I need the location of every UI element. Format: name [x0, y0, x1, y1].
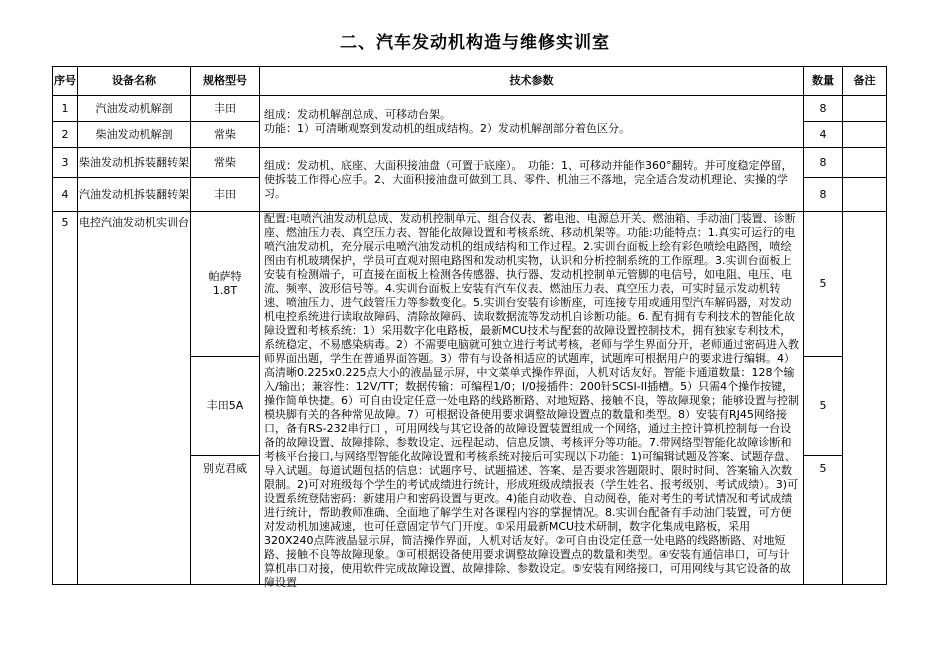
- header-tech: 技术参数: [260, 67, 804, 96]
- row-seq: 5: [53, 212, 78, 585]
- row-tech: [260, 212, 804, 589]
- model-buick: 别克君威: [203, 462, 247, 475]
- header-note: 备注: [843, 67, 887, 96]
- header-seq: 序号: [53, 67, 78, 96]
- equipment-table: [52, 66, 887, 589]
- row-model: 常柴: [191, 122, 260, 148]
- row-qty: 8: [804, 178, 843, 212]
- row-model: 丰田: [191, 96, 260, 122]
- row-seq: 4: [53, 178, 78, 212]
- model-passat: 帕萨特 1.8T: [191, 212, 259, 357]
- row-name: 汽油发动机解剖: [78, 96, 191, 122]
- table-header-row: [53, 67, 887, 96]
- row-model: 丰田: [191, 178, 260, 212]
- row-seq: 1: [53, 96, 78, 122]
- row-note: [843, 178, 887, 212]
- row-qty: 8: [804, 148, 843, 178]
- row-seq: 3: [53, 148, 78, 178]
- row-note: [843, 122, 887, 148]
- qty-buick: 5: [819, 462, 827, 475]
- table-row: [53, 148, 887, 178]
- row-tech: 组成：发动机解剖总成、可移动台架。 功能：1）可清晰观察到发动机的组成结构。2）发动机解剖部分着色区分。: [260, 96, 804, 148]
- row-note: [843, 148, 887, 178]
- table-row: [53, 212, 887, 585]
- row-name: 电控汽油发动机实训台: [78, 212, 191, 585]
- header-qty: 数量: [804, 67, 843, 96]
- row-qty: 4: [804, 122, 843, 148]
- header-model: 规格型号: [191, 67, 260, 96]
- row-tech: 组成：发动机、底座、大面积接油盘（可置于底座）。 功能：1、可移动并能作360°翻转。并可度稳定停留，使拆装工作得心应手。2、大面积接油盘可做到工具、零件、机油三不落地，完全适合发动机理论、实操的学习。: [260, 148, 804, 212]
- page-title: 二、汽车发动机构造与维修实训室: [340, 33, 610, 53]
- row-name: 柴油发动机解剖: [78, 122, 191, 148]
- row-qty-group: [804, 212, 843, 585]
- row-note: [843, 96, 887, 122]
- row-seq: 2: [53, 122, 78, 148]
- row-name: 汽油发动机拆装翻转架: [78, 178, 191, 212]
- qty-toyota-5a: 5: [804, 357, 842, 456]
- table-row: [53, 96, 887, 122]
- row-name: 柴油发动机拆装翻转架: [78, 148, 191, 178]
- row-qty: 8: [804, 96, 843, 122]
- row-model-group: [191, 212, 260, 585]
- qty-passat: 5: [804, 212, 842, 357]
- header-name: 设备名称: [78, 67, 191, 96]
- row-tech-text: 配置:电喷汽油发动机总成、发动机控制单元、组合仪表、蓄电池、电源总开关、燃油箱、手动油门装置、诊断座、燃油压力表、真空压力表、智能化故障设置和考核系统、移动机架等。功能:功能特点：1.真实可运行的电喷汽油发动机，充分展示电喷汽油发动机的组成结构和工作过程。2.实训台面板上绘有彩色喷绘电路图，喷绘图由有机玻璃保护，学员可直观对照电路图和发动机实物，认识和分析控制系统的工作原理。3.实训台面板上安装有检测端子，可直接在面板上检测各传感器、执行器、发动机控制单元管脚的电信号，如电阻、电压、电流、频率、波形信号等。4.实训台面板上安装有汽车仪表、燃油压力表、真空压力表，可实时显示发动机转速、喷油压力、进气歧管压力等参数变化。5.实训台安装有诊断座，可连接专用或通用型汽车解码器，对发动机电控系统进行读取故障码、清除故障码、读取数据流等发动机自诊断功能。6. 配有拥有专利技术的智能化故障设置和考核系统：1）采用数字化电路板，最新MCU技术与配套的故障设置控制技术，拥有独家专利技术，系统稳定、不易感染病毒。2）不需要电脑就可独立进行考试考核，老师与学生界面分开，老师通过密码进入教师界面出题，学生在普通界面答题。3）带有与设备相适应的试题库，试题库可根据用户的要求进行编辑。4）高清晰0.225x0.225点大小的液晶显示屏，中文菜单式操作界面，人机对话友好。智能卡通道数量：128个输入/输出；兼容性：12V/TT；数据传输：可编程1/0；I/0接插件：200针SCSI-II插槽。5）只需4个操作按键，操作简单快捷。6）可自由设定任意一处电路的线路断路、对地短路、接触不良，等故障现象；能够设置与控制模块脚有关的各种常见故障。7）可根据设备使用要求调整故障设置点的数量和类型。8）安装有RJ45网络接口，备有RS-232串行口 ，可用网线与其它设备的故障设置装置组成一个网络，通过主控计算机控制每一台设备的故障设置、故障排除、参数设定、远程起动、信息反馈、考核评分等功能。7.带网络型智能化故障诊断和考核平台接口,与网络型智能化故障设置和考核系统对接后可实现以下功能：1)可编辑试题及答案、试题存盘、导入试题。每道试题包括的信息：试题序号、试题描述、答案、是否要求答题限时、限时时间、答案输入次数限制。2)可对班级每个学生的考试成绩进行统计，形成班级成绩报表（学生姓名、报考级别、考试成绩）。3)可设置系统登陆密码：新建用户和密码设置与更改。4)能自动收卷、自动阅卷，能对考生的考试情况和考试成绩进行统计，帮助教师准确、全面地了解学生对各课程内容的掌握情况。8.实训台配备有手动油门装置，可方便对发动机加速减速，也可任意固定节气门开度。①采用最新MCU技术研制，数字化集成电路板，采用320X240点阵液晶显示屏，简洁操作界面，人机对话友好。②可自由设定任意一处电路的线路断路、对地短路、接触不良等故障现象。③可根据设备使用要求调整故障设置点的数量和类型。④安装有通信串口，可与计算机串口对接，使用软件完成故障设置、故障排除、参数设定。⑤安装有网络接口，可用网线与其它设备的故障设置: [264, 212, 799, 589]
- row-note: [843, 212, 887, 585]
- row-model: 常柴: [191, 148, 260, 178]
- model-toyota-5a: 丰田5A: [191, 357, 259, 456]
